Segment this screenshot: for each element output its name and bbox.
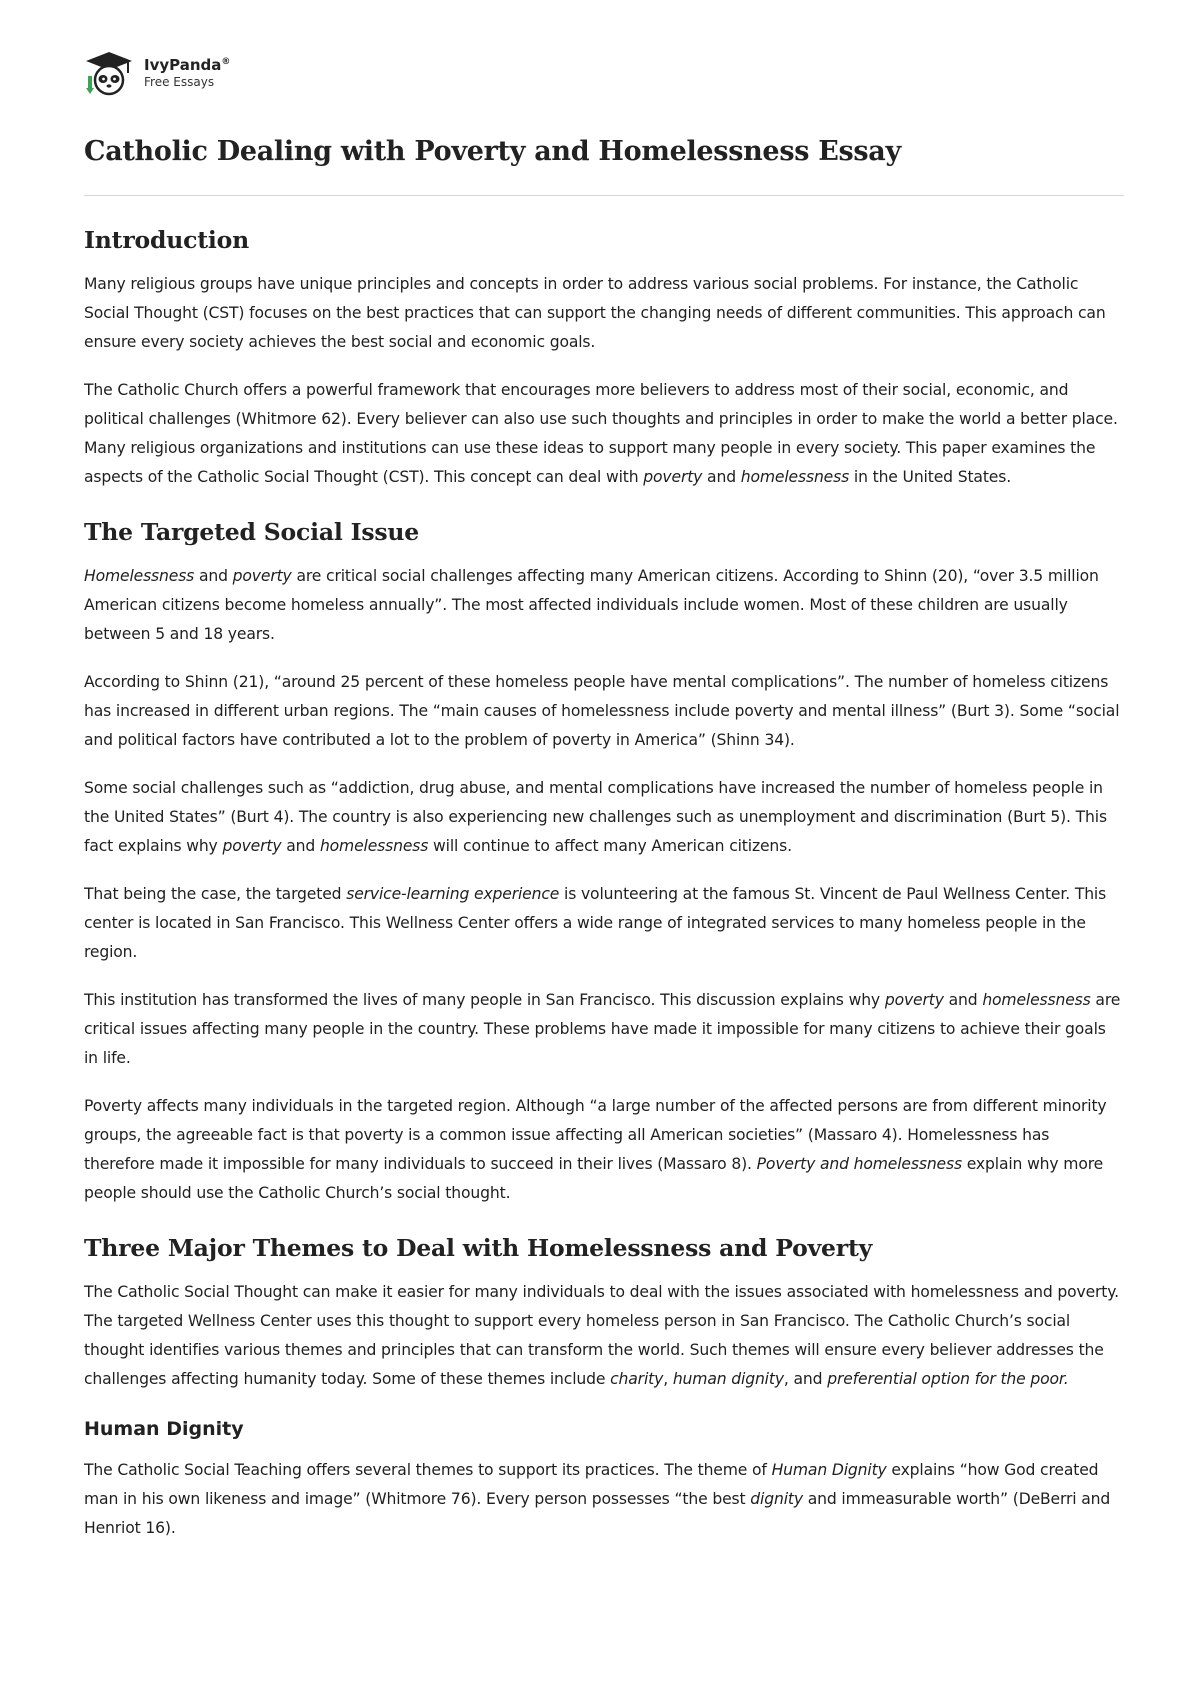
panda-graduation-cap-logo-icon xyxy=(84,50,134,96)
paragraph: This institution has transformed the lives of many people in San Francisco. This discussion explains why poverty and homelessness are critical issues affecting many people in the country. These problems have made it impossible for many citizens to achieve their goals in life. xyxy=(84,991,1121,1067)
paragraph: The Catholic Social Teaching offers several themes to support its practices. The theme of Human Dignity explains “how God created man in his own likeness and image” (Whitmore 76). Every person possesses “the best dignity and immeasurable worth” (DeBerri and Henriot 16). xyxy=(84,1461,1111,1537)
section-heading: Three Major Themes to Deal with Homelessness and Poverty xyxy=(84,1234,873,1262)
brand-logo[interactable] xyxy=(84,50,230,96)
paragraph: Some social challenges such as “addiction, drug abuse, and mental complications have increased the number of homeless people in the United States” (Burt 4). The country is also experiencing new challenges such as unemployment and discrimination (Burt 5). This fact explains why poverty and homelessness will continue to affect many American citizens. xyxy=(84,779,1107,855)
section-three-major-themes xyxy=(84,1234,1124,1394)
paragraph: Many religious groups have unique principles and concepts in order to address various social problems. For instance, the Catholic Social Thought (CST) focuses on the best practices that can support the changing needs of different communities. This approach can ensure every society achieves the best social and economic goals. xyxy=(84,275,1106,351)
subsection-heading: Human Dignity xyxy=(84,1418,244,1440)
paragraph: According to Shinn (21), “around 25 percent of these homeless people have mental complications”. The number of homeless citizens has increased in different urban regions. The “main causes of homelessness include poverty and mental illness” (Burt 3). Some “social and political factors have contributed a lot to the problem of poverty in America” (Shinn 34). xyxy=(84,673,1120,749)
section-introduction xyxy=(84,226,1124,492)
section-heading: The Targeted Social Issue xyxy=(84,518,420,546)
paragraph: Homelessness and poverty are critical social challenges affecting many American citizens. According to Shinn (20), “over 3.5 million American citizens become homeless annually”. The most affected individuals include women. Most of these children are usually between 5 and 18 years. xyxy=(84,567,1099,643)
section-human-dignity xyxy=(84,1418,1124,1543)
title-divider xyxy=(84,195,1124,196)
brand-tagline: Free Essays xyxy=(144,74,215,89)
section-targeted-social-issue xyxy=(84,518,1124,1208)
section-heading: Introduction xyxy=(84,226,249,254)
brand-name: IvyPanda® xyxy=(144,56,231,75)
page-title: Catholic Dealing with Poverty and Homelessness Essay xyxy=(84,136,901,167)
paragraph: That being the case, the targeted service-learning experience is volunteering at the famous St. Vincent de Paul Wellness Center. This center is located in San Francisco. This Wellness Center offers a wide range of integrated services to many homeless people in the region. xyxy=(84,885,1107,961)
paragraph: Poverty affects many individuals in the targeted region. Although “a large number of the affected persons are from different minority groups, the agreeable fact is that poverty is a common issue affecting all American societies” (Massaro 4). Homelessness has therefore made it impossible for many individuals to succeed in their lives (Massaro 8). Poverty and homelessness explain why more people should use the Catholic Church’s social thought. xyxy=(84,1097,1107,1202)
paragraph: The Catholic Social Thought can make it easier for many individuals to deal with the issues associated with homelessness and poverty. The targeted Wellness Center uses this thought to support every homeless person in San Francisco. The Catholic Church’s social thought identifies various themes and principles that can transform the world. Such themes will ensure every believer addresses the challenges affecting humanity today. Some of these themes include charity, human dignity, and preferential option for the poor. xyxy=(84,1283,1119,1388)
paragraph: The Catholic Church offers a powerful framework that encourages more believers to address most of their social, economic, and political challenges (Whitmore 62). Every believer can also use such thoughts and principles in order to make the world a better place. Many religious organizations and institutions can use these ideas to support many people in every society. This paper examines the aspects of the Catholic Social Thought (CST). This concept can deal with poverty and homelessness in the United States. xyxy=(84,381,1118,486)
article xyxy=(84,136,1124,1562)
